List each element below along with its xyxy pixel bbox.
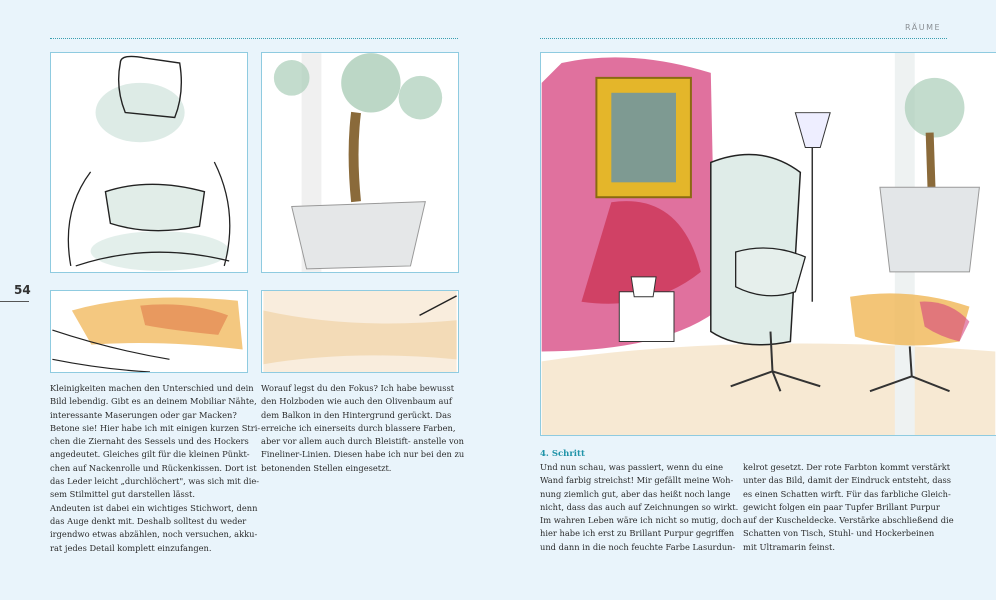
right-text-column-1: Und nun schau, was passiert, wenn du eine Wand farbig streichst! Mir gefällt meine Woh- nung ziemlich gut, aber das heißt noch lange nicht, dass das auch auf Zeichnungen so wirkt. Im wahren Leben wäre ich nicht so mutig, doch hier habe ich erst zu Brillant Purpur gegriffen und dann in die noch feuchte Farbe Lasurdun- (540, 462, 742, 552)
page-number: 54 (14, 283, 31, 297)
illustration-olive-tree-detail (261, 52, 459, 273)
left-text-column-1: Kleinigkeiten machen den Unterschied und dein Bild lebendig. Gibt es an deinem Mobiliar Nähte, interessante Maserungen oder gar Macken? Betone sie! Hier habe ich mit einigen kurzen Stri- chen die Ziernaht des Sessels und des Hockers angedeutet. Gleiches gilt für die kleinen Pünkt- chen auf Nackenrolle und Rückenkissen. Dort ist das Leder leicht „durchlöchert", was sich mit die- sem Stilmittel gut darstellen lässt. Andeuten ist dabei ein wichtiges Stichwort, denn das Auge denkt mit. Deshalb solltest du weder irgendwo etwas abzählen, noch versuchen, akku- rat jedes Detail komplett einzufangen. (50, 383, 261, 553)
header-rule-right (540, 38, 947, 39)
left-text-column-2: Worauf legst du den Fokus? Ich habe bewusst den Holzboden wie auch den Olivenbaum auf dem Balkon in den Hintergrund gerückt. Das erreiche ich einerseits durch blassere Farben, aber vor allem auch durch Bleistift- anstelle von Fineliner-Linien. Diesen habe ich nur bei den zu betonenden Stellen eingesetzt. (261, 383, 465, 473)
illustration-chair-detail (50, 52, 248, 273)
illustration-blanket-detail (50, 290, 248, 373)
illustration-room-scene (540, 52, 996, 436)
running-head: RÄUME (905, 23, 942, 32)
page-number-rule (0, 301, 29, 302)
step-heading: 4. Schritt (540, 449, 585, 459)
right-text-column-2: kelrot gesetzt. Der rote Farbton kommt verstärkt unter das Bild, damit der Eindruck entsteht, dass es einen Schatten wirft. Für das farbliche Gleich- gewicht folgen ein paar Tupfer Brillant Purpur auf der Kuscheldecke. Verstärke abschließend die Schatten von Tisch, Stuhl- und Hockerbeinen mit Ultramarin feinst. (743, 462, 954, 552)
illustration-floor-detail (261, 290, 459, 373)
header-rule-left (50, 38, 458, 39)
